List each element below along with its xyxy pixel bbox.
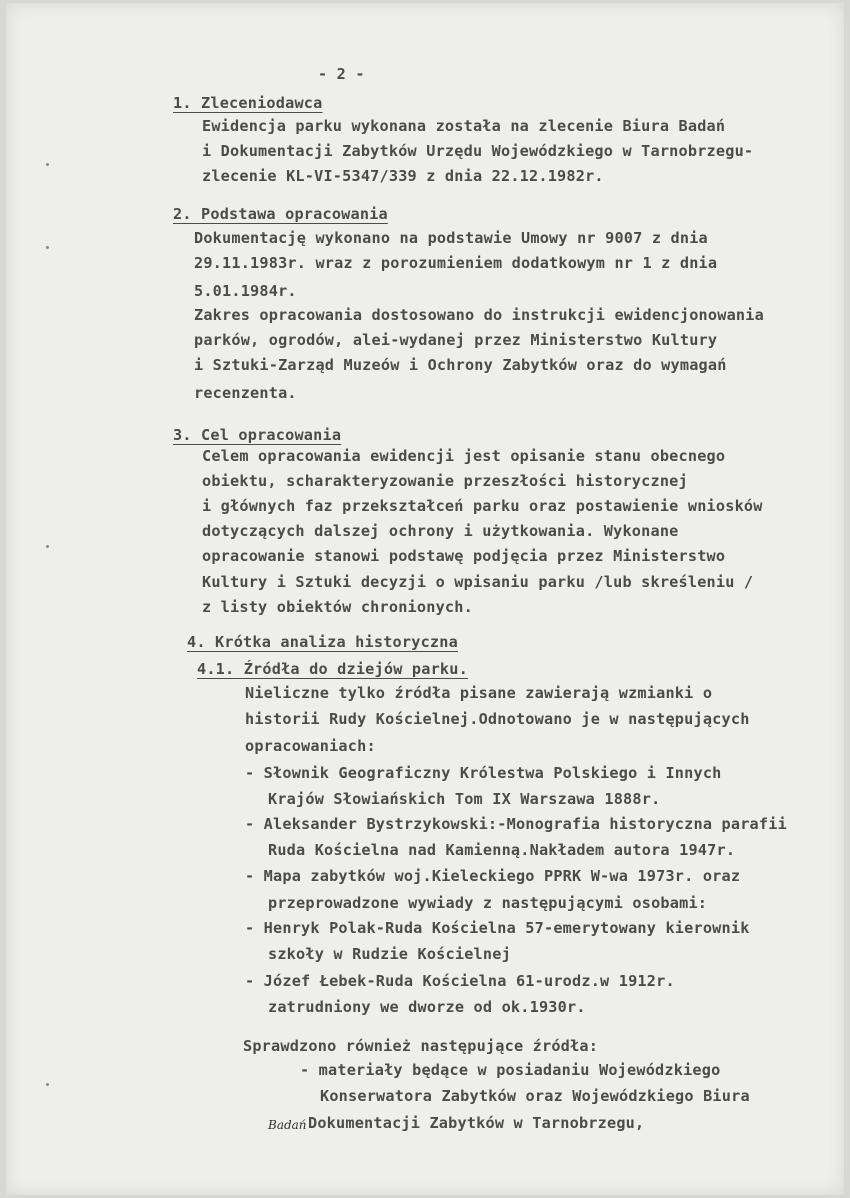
text-line: zlecenie KL-VI-5347/339 z dnia 22.12.1982r. (202, 167, 604, 185)
list-item: - Aleksander Bystrzykowski:-Monografia historyczna parafii (245, 815, 787, 833)
section-heading: 2. Podstawa opracowania (173, 205, 388, 223)
text-line: 5.01.1984r. (194, 282, 297, 300)
text-line: i Dokumentacji Zabytków Urzędu Wojewódzkiego w Tarnobrzegu- (202, 142, 754, 160)
text-line: Ewidencja parku wykonana została na zlecenie Biura Badań (202, 117, 726, 135)
text-line: z listy obiektów chronionych. (202, 598, 473, 616)
text-line: Konserwatora Zabytków oraz Wojewódzkiego Biura (320, 1087, 750, 1105)
text-line: obiektu, scharakteryzowanie przeszłości historycznej (202, 472, 688, 490)
text-line: Krajów Słowiańskich Tom IX Warszawa 1888r. (268, 790, 661, 808)
punch-hole-mark (46, 246, 49, 249)
text-line: szkoły w Rudzie Kościelnej (268, 945, 511, 963)
text-line: Kultury i Sztuki decyzji o wpisaniu parku /lub skreśleniu / (202, 573, 754, 591)
list-item: - Mapa zabytków woj.Kieleckiego PPRK W-wa 1973r. oraz (245, 867, 741, 885)
text-line: zatrudniony we dworze od ok.1930r. (268, 998, 586, 1016)
text-line: i Sztuki-Zarząd Muzeów i Ochrony Zabytków oraz do wymagań (194, 356, 727, 374)
punch-hole-mark (46, 1083, 49, 1086)
text-line: opracowanie stanowi podstawę podjęcia przez Ministerstwo (202, 547, 726, 565)
subsection-heading: 4.1. Źródła do dziejów parku. (197, 660, 468, 678)
text-line: Dokumentację wykonano na podstawie Umowy nr 9007 z dnia (194, 229, 708, 247)
text-line: 29.11.1983r. wraz z porozumieniem dodatkowym nr 1 z dnia (194, 254, 718, 272)
text-line: Dokumentacji Zabytków w Tarnobrzegu, (308, 1114, 645, 1132)
text-line: i głównych faz przekształceń parku oraz postawienie wniosków (202, 497, 763, 515)
list-item: - Słownik Geograficzny Królestwa Polskiego i Innych (245, 764, 722, 782)
text-line: historii Rudy Kościelnej.Odnotowano je w następujących (245, 710, 750, 728)
handwritten-note: Badań (268, 1118, 307, 1132)
punch-hole-mark (46, 163, 49, 166)
page-number: - 2 - (318, 65, 365, 83)
list-item: - Henryk Polak-Ruda Kościelna 57-emerytowany kierownik (245, 919, 750, 937)
text-line: Nieliczne tylko źródła pisane zawierają wzmianki o (245, 684, 713, 702)
text-line: Zakres opracowania dostosowano do instrukcji ewidencjonowania (194, 306, 764, 324)
punch-hole-mark (46, 545, 49, 548)
text-line: Celem opracowania ewidencji jest opisanie stanu obecnego (202, 447, 726, 465)
section-heading: 1. Zleceniodawca (173, 94, 323, 112)
list-item: - materiały będące w posiadaniu Wojewódzkiego (300, 1061, 721, 1079)
text-line: recenzenta. (194, 384, 297, 402)
text-line: Ruda Kościelna nad Kamienną.Nakładem autora 1947r. (268, 841, 736, 859)
text-line: przeprowadzone wywiady z następującymi osobami: (268, 894, 708, 912)
section-heading: 3. Cel opracowania (173, 426, 342, 444)
text-line: opracowaniach: (245, 737, 376, 755)
list-item: - Józef Łebek-Ruda Kościelna 61-urodz.w 1912r. (245, 972, 675, 990)
text-line: parków, ogrodów, alei-wydanej przez Ministerstwo Kultury (194, 331, 718, 349)
section-heading: 4. Krótka analiza historyczna (187, 633, 458, 651)
text-line: Sprawdzono również następujące źródła: (243, 1037, 599, 1055)
text-line: dotyczących dalszej ochrony i użytkowania. Wykonane (202, 522, 679, 540)
